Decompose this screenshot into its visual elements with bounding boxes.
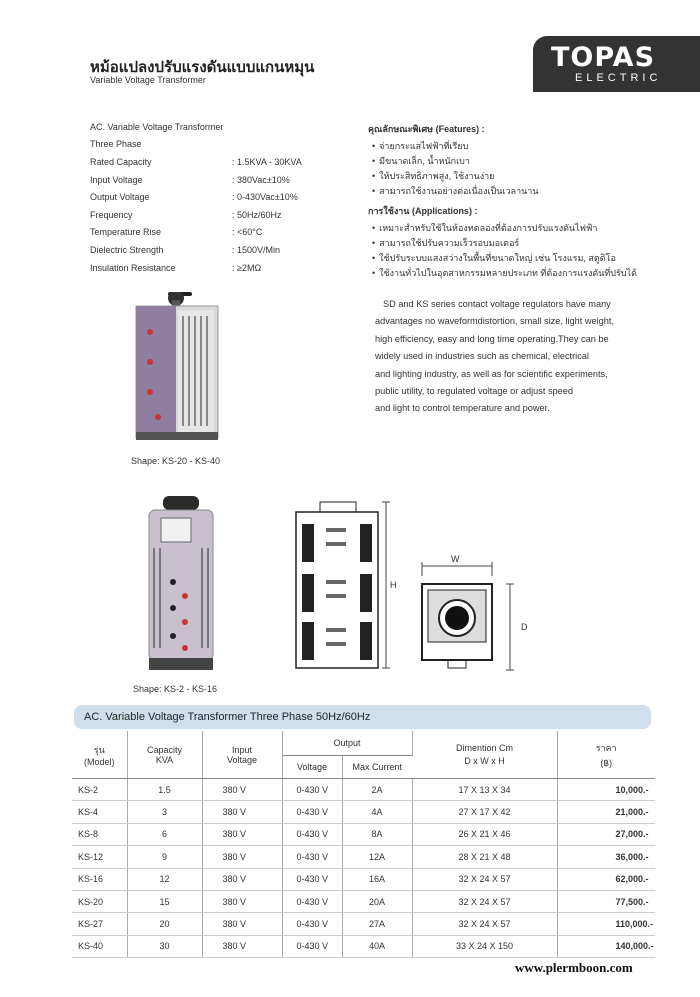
feature-item: • ให้ประสิทธิภาพสูง, ใช้งานง่าย: [368, 168, 658, 183]
cell-current: 16A: [342, 868, 412, 890]
spec-key: Frequency: [90, 209, 133, 220]
header-input-unit: Voltage: [226, 754, 258, 765]
spec-row: [90, 206, 362, 224]
description-line: high efficiency, easy and long time operating.They can be: [375, 333, 609, 344]
cell-price: 21,000.-: [557, 801, 655, 823]
cell-dimension: 28 X 21 X 48: [412, 846, 557, 868]
spec-value: : 50Hz/60Hz: [232, 209, 282, 220]
header-output: Output: [282, 731, 412, 756]
spec-key: Output Voltage: [90, 192, 150, 203]
header-price-thai: ราคา: [595, 742, 617, 753]
applications-heading: การใช้งาน (Applications) :: [368, 206, 478, 216]
spec-key: Input Voltage: [90, 174, 143, 185]
description-line: public utility, to regulated voltage or adjust speed: [375, 386, 573, 397]
cell-dimension: 32 X 24 X 57: [412, 868, 557, 890]
cell-voltage: 0-430 V: [282, 913, 342, 935]
header-input-label: Input: [231, 744, 253, 755]
spec-row: [90, 224, 362, 242]
photo-caption-2: Shape: KS-2 - KS-16: [133, 684, 218, 694]
dimension-label-h: H: [390, 580, 397, 590]
dimension-label-d: D: [521, 622, 528, 632]
cell-voltage: 0-430 V: [282, 890, 342, 912]
dimension-label-w: W: [451, 554, 460, 564]
cell-current: 8A: [342, 823, 412, 845]
header-capacity: [127, 731, 202, 779]
cell-voltage: 0-430 V: [282, 823, 342, 845]
cell-current: 20A: [342, 890, 412, 912]
header-model-label: (Model): [83, 756, 115, 767]
cell-input: 380 V: [202, 913, 282, 935]
cell-model: KS-16: [72, 868, 127, 890]
header-capacity-label: Capacity: [146, 744, 182, 755]
header-input: [202, 731, 282, 779]
application-item: • เหมาะสำหรับใช้ในห้องทดลองที่ต้องการปรับแรงดันไฟฟ้า: [368, 220, 658, 235]
cell-kva: 9: [127, 846, 202, 868]
cell-input: 380 V: [202, 846, 282, 868]
table-header-row: [72, 731, 655, 756]
header-model-thai: รุ่น: [93, 744, 105, 755]
spec-key: Dielectric Strength: [90, 244, 164, 255]
dimension-drawing: [292, 498, 514, 676]
spec-value: : 1500V/Min: [232, 244, 281, 255]
features-applications: [368, 120, 658, 280]
description-line: and light to control temperature and power.: [375, 403, 550, 414]
spec-key: Rated Capacity: [90, 156, 152, 167]
cell-voltage: 0-430 V: [282, 868, 342, 890]
photo-caption-1: Shape: KS-20 - KS-40: [131, 456, 221, 466]
header-dimension: [412, 731, 557, 779]
cell-kva: 3: [127, 801, 202, 823]
feature-item: • จ่ายกระแสไฟฟ้าที่เรียบ: [368, 138, 658, 153]
table-title: AC. Variable Voltage Transformer Three Phase 50Hz/60Hz: [84, 711, 371, 723]
footer-website: www.plermboon.com: [515, 960, 633, 975]
header-dimension-label: Dimention Cm: [455, 743, 513, 753]
logo-subtitle: ELECTRIC: [575, 72, 662, 84]
cell-dimension: 17 X 13 X 34: [412, 779, 557, 801]
cell-kva: 30: [127, 935, 202, 957]
spec-value: : 380Vac±10%: [232, 174, 290, 185]
description-line: widely used in industries such as chemical, electrical: [375, 351, 589, 362]
spec-row: [90, 171, 362, 189]
feature-item: • มีขนาดเล็ก, น้ำหนักเบา: [368, 153, 658, 168]
spec-heading: AC. Variable Voltage Transformer: [90, 121, 224, 132]
cell-input: 380 V: [202, 935, 282, 957]
cell-dimension: 33 X 24 X 150: [412, 935, 557, 957]
header-price-unit: (฿): [600, 757, 613, 768]
spec-row: [90, 153, 362, 171]
application-item: • ใช้งานทั่วไปในอุตสาหกรรมหลายประเภท ที่ต้องการแรงดันที่ปรับได้: [368, 265, 658, 280]
header-capacity-unit: KVA: [155, 754, 174, 765]
spec-value: : ≥2MΩ: [232, 262, 262, 273]
cell-model: KS-4: [72, 801, 127, 823]
cell-dimension: 27 X 17 X 42: [412, 801, 557, 823]
cell-price: 110,000.-: [557, 913, 655, 935]
cell-input: 380 V: [202, 779, 282, 801]
cell-price: 140,000.-: [557, 935, 655, 957]
spec-value: : 1.5KVA - 30KVA: [232, 156, 302, 167]
header-output-voltage: Voltage: [282, 756, 342, 779]
table-row: [72, 823, 655, 845]
cell-dimension: 32 X 24 X 57: [412, 913, 557, 935]
page-title-thai: หม้อแปลงปรับแรงดันแบบแกนหมุน: [90, 59, 315, 76]
description-line: SD and KS series contact voltage regulators have many: [383, 299, 611, 309]
header-output-current: Max Current: [342, 756, 412, 779]
cell-kva: 6: [127, 823, 202, 845]
cell-current: 4A: [342, 801, 412, 823]
cell-current: 2A: [342, 779, 412, 801]
cell-price: 36,000.-: [557, 846, 655, 868]
cell-model: KS-20: [72, 890, 127, 912]
cell-model: KS-2: [72, 779, 127, 801]
cell-kva: 20: [127, 913, 202, 935]
cell-model: KS-27: [72, 913, 127, 935]
table-row: [72, 779, 655, 801]
table-title-banner: [74, 705, 651, 729]
cell-dimension: 26 X 21 X 46: [412, 823, 557, 845]
header-dimension-unit: D x W x H: [464, 756, 505, 766]
cell-price: 77,500.-: [557, 890, 655, 912]
cell-voltage: 0-430 V: [282, 801, 342, 823]
description-paragraph: [375, 296, 645, 418]
table-row: [72, 801, 655, 823]
cell-current: 12A: [342, 846, 412, 868]
cell-voltage: 0-430 V: [282, 935, 342, 957]
cell-dimension: 32 X 24 X 57: [412, 890, 557, 912]
cell-input: 380 V: [202, 890, 282, 912]
spec-row: [90, 259, 362, 277]
features-heading: คุณลักษณะพิเศษ (Features) :: [368, 124, 485, 134]
spec-row: [90, 188, 362, 206]
product-photo-ks20-ks40: [128, 292, 224, 444]
feature-item: • สามารถใช้งานอย่างต่อเนื่องเป็นเวลานาน: [368, 183, 658, 198]
header-price: [557, 731, 655, 779]
cell-price: 62,000.-: [557, 868, 655, 890]
spec-subheading: Three Phase: [90, 139, 142, 150]
cell-input: 380 V: [202, 801, 282, 823]
cell-current: 40A: [342, 935, 412, 957]
table-row: [72, 846, 655, 868]
table-row: [72, 890, 655, 912]
cell-model: KS-40: [72, 935, 127, 957]
spec-value: : 0-430Vac±10%: [232, 192, 298, 203]
table-row: [72, 913, 655, 935]
application-item: • ใช้ปรับระบบแสงสว่างในพื้นที่ขนาดใหญ่ เช่น โรงแรม, สตูดิโอ: [368, 250, 658, 265]
logo-wordmark: TOPAS: [551, 42, 656, 73]
application-item: • สามารถใช้ปรับความเร็วรอบมอเตอร์: [368, 235, 658, 250]
page-title-english: Variable Voltage Transformer: [90, 75, 206, 85]
cell-kva: 1.5: [127, 779, 202, 801]
header-model: [72, 731, 127, 779]
cell-price: 27,000.-: [557, 823, 655, 845]
spec-key: Temperature Rise: [90, 227, 162, 238]
cell-input: 380 V: [202, 823, 282, 845]
table-row: [72, 935, 655, 957]
cell-voltage: 0-430 V: [282, 779, 342, 801]
cell-kva: 12: [127, 868, 202, 890]
spec-key: Insulation Resistance: [90, 262, 176, 273]
description-line: and lighting industry, as well as for scientific experiments,: [375, 368, 608, 379]
specification-table: [72, 731, 655, 958]
cell-price: 10,000.-: [557, 779, 655, 801]
spec-list: [90, 118, 362, 276]
description-line: advantages no waveformdistortion, small size, light weight,: [375, 316, 614, 327]
cell-voltage: 0-430 V: [282, 846, 342, 868]
product-photo-ks2-ks16: [143, 496, 219, 674]
brand-logo: [533, 36, 700, 92]
cell-model: KS-8: [72, 823, 127, 845]
table-row: [72, 868, 655, 890]
cell-kva: 15: [127, 890, 202, 912]
cell-current: 27A: [342, 913, 412, 935]
cell-input: 380 V: [202, 868, 282, 890]
cell-model: KS-12: [72, 846, 127, 868]
spec-row: [90, 241, 362, 259]
spec-value: : <60°C: [232, 227, 263, 238]
